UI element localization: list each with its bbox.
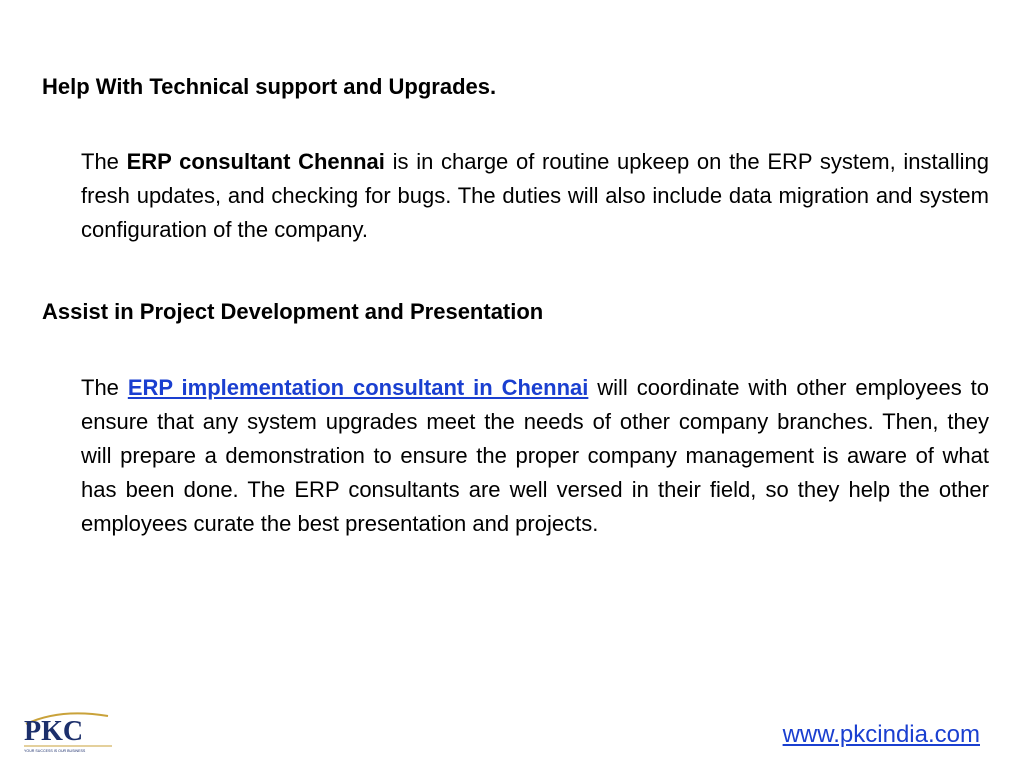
technical-support-paragraph: [81, 145, 989, 247]
erp-consultant-chennai-bold: ERP consultant Chennai: [126, 149, 385, 174]
para-body: will coordinate with other employees to ensure that any system upgrades meet the needs of other company branches. Then, they will prepare a demonstration to ensure the proper company management is aware of what has been done. The ERP consultants are well versed in their field, so they help the other employees curate the best presentation and projects.: [81, 375, 990, 536]
logo-wordmark: PKC: [24, 716, 84, 747]
section-heading-technical-support: Help With Technical support and Upgrades.: [42, 74, 497, 99]
para-prefix: The: [81, 375, 128, 400]
pkc-logo: [20, 706, 116, 754]
erp-implementation-consultant-link[interactable]: ERP implementation consultant in Chennai: [127, 375, 589, 400]
logo-tagline: YOUR SUCCESS IS OUR BUSINESS: [24, 749, 86, 753]
para-body: is in charge of routine upkeep on the ERP system, installing fresh updates, and checking for bugs. The duties will also include data migration and system configuration of the company.: [81, 149, 989, 242]
website-link[interactable]: www.pkcindia.com: [782, 721, 980, 748]
project-development-paragraph: [81, 371, 989, 541]
para-prefix: The: [81, 149, 127, 174]
section-heading-project-development: Assist in Project Development and Presentation: [42, 299, 544, 324]
